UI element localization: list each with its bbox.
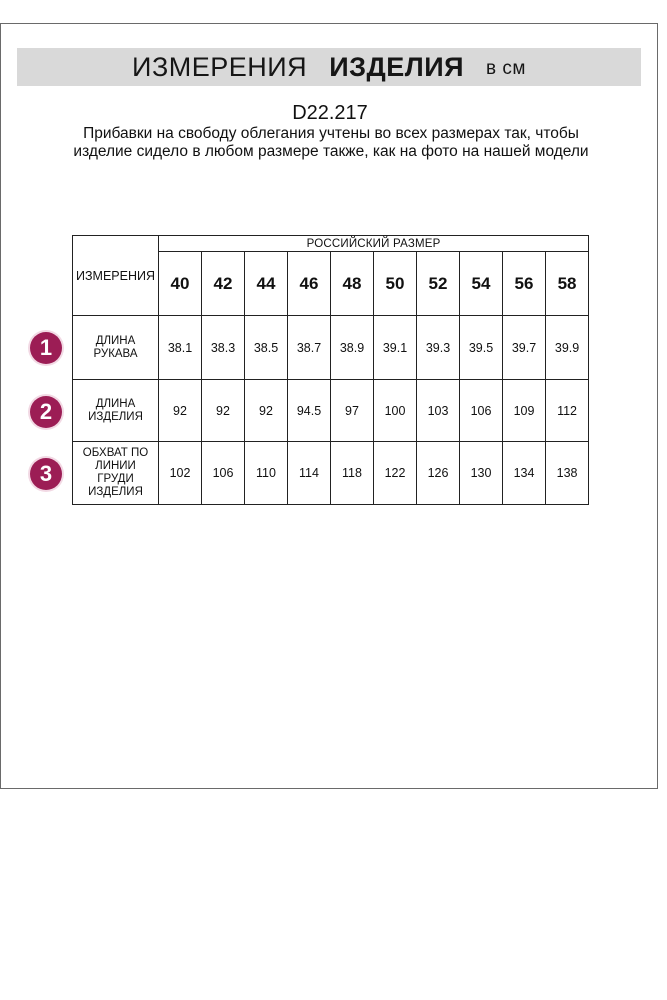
size-table <box>72 235 589 505</box>
table-cell: 39.3 <box>417 316 460 380</box>
table-cell: 38.5 <box>245 316 288 380</box>
table-cell: 38.7 <box>288 316 331 380</box>
table-cell: 130 <box>460 442 503 505</box>
size-header: 40 <box>159 252 202 316</box>
table-cell: 138 <box>546 442 589 505</box>
table-cell: 103 <box>417 380 460 442</box>
table-cell: 38.1 <box>159 316 202 380</box>
russian-size-header: РОССИЙСКИЙ РАЗМЕР <box>159 236 589 252</box>
table-cell: 106 <box>460 380 503 442</box>
table-row-product-length <box>73 380 589 442</box>
row-label-line: ИЗДЕЛИЯ <box>88 486 143 498</box>
table-cell: 39.9 <box>546 316 589 380</box>
row-number-badge-3: 3 <box>30 458 62 490</box>
size-header: 44 <box>245 252 288 316</box>
size-header: 58 <box>546 252 589 316</box>
size-header: 48 <box>331 252 374 316</box>
row-label-line: ИЗДЕЛИЯ <box>88 410 143 423</box>
size-header: 52 <box>417 252 460 316</box>
table-cell: 38.9 <box>331 316 374 380</box>
table-cell: 92 <box>202 380 245 442</box>
measurements-header: ИЗМЕРЕНИЯ <box>73 236 159 316</box>
title-product: ИЗДЕЛИЯ <box>329 51 465 82</box>
row-label-line: ДЛИНА <box>95 334 136 347</box>
table-cell: 110 <box>245 442 288 505</box>
table-cell: 100 <box>374 380 417 442</box>
product-code: D22.217 <box>292 102 368 124</box>
table-cell: 92 <box>159 380 202 442</box>
table-cell: 112 <box>546 380 589 442</box>
row-label-line: ЛИНИИ <box>95 460 136 472</box>
table-cell: 102 <box>159 442 202 505</box>
row-label-line: РУКАВА <box>93 347 138 360</box>
table-cell: 106 <box>202 442 245 505</box>
table-cell: 126 <box>417 442 460 505</box>
size-header: 42 <box>202 252 245 316</box>
fit-note: Прибавки на свободу облегания учтены во всех размерах так, чтобы изделие сидело в любом размере также, как на фото на нашей модели <box>73 125 589 160</box>
table-cell: 92 <box>245 380 288 442</box>
table-cell: 39.7 <box>503 316 546 380</box>
title-bar <box>17 48 641 86</box>
row-label-line: ОБХВАТ ПО <box>82 447 149 459</box>
size-chart-sheet <box>0 23 658 789</box>
table-row-chest-girth <box>73 442 589 505</box>
size-header: 50 <box>374 252 417 316</box>
table-cell: 39.5 <box>460 316 503 380</box>
title-measurements: ИЗМЕРЕНИЯ <box>132 51 308 82</box>
title-units: в см <box>486 58 526 79</box>
table-cell: 97 <box>331 380 374 442</box>
row-label <box>73 316 159 380</box>
table-cell: 134 <box>503 442 546 505</box>
table-cell: 39.1 <box>374 316 417 380</box>
row-label <box>73 442 159 505</box>
table-cell: 114 <box>288 442 331 505</box>
table-row-sleeve-length <box>73 316 589 380</box>
size-header: 54 <box>460 252 503 316</box>
table-cell: 109 <box>503 380 546 442</box>
row-label <box>73 380 159 442</box>
table-cell: 118 <box>331 442 374 505</box>
table-cell: 38.3 <box>202 316 245 380</box>
table-cell: 122 <box>374 442 417 505</box>
row-label-line: ГРУДИ <box>97 473 134 485</box>
size-header: 56 <box>503 252 546 316</box>
table-cell: 94.5 <box>288 380 331 442</box>
row-label-line: ДЛИНА <box>95 397 136 410</box>
row-number-badge-2: 2 <box>30 396 62 428</box>
size-header: 46 <box>288 252 331 316</box>
row-number-badge-1: 1 <box>30 332 62 364</box>
